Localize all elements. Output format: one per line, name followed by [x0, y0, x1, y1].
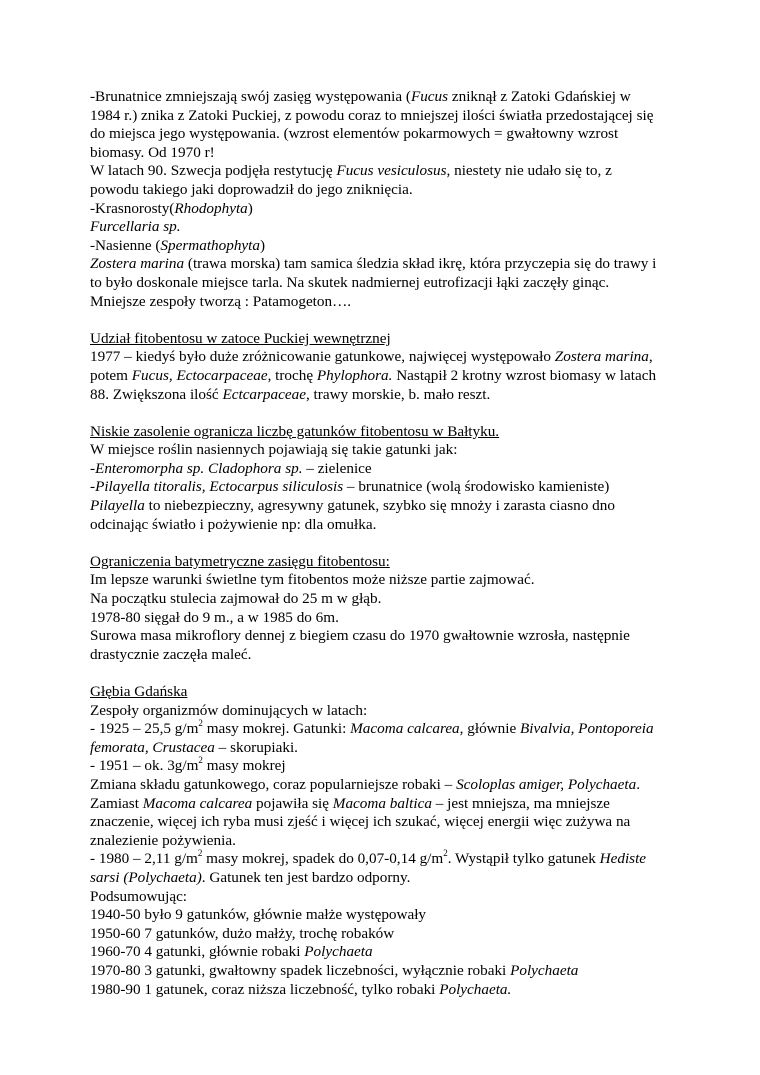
- italic-text: Macoma calcarea: [350, 720, 460, 738]
- italic-text: Macoma baltica: [332, 794, 432, 812]
- text-segment: 1950-60 7 gatunków, dużo małży, trochę robaków: [90, 924, 395, 942]
- text-segment: do miejsca jego występowania. (wzrost elementów pokarmowych = gwałtowny wzrost: [90, 125, 619, 143]
- text-line: [90, 274, 690, 293]
- text-line: [90, 571, 690, 590]
- text-segment: , trochę: [267, 366, 317, 384]
- blank-line: [90, 404, 690, 423]
- text-segment: drastycznie zaczęła maleć.: [90, 645, 252, 663]
- text-segment: – brunatnice (wolą środowisko kamieniste): [343, 478, 610, 496]
- superscript: 2: [198, 755, 203, 766]
- text-line: [90, 776, 690, 795]
- italic-text: Pilayella titoralis, Ectocarpus siliculosis: [95, 478, 344, 496]
- text-segment: Udział fitobentosu w zatoce Puckiej wewnętrznej: [90, 329, 391, 347]
- text-line: [90, 441, 690, 460]
- text-segment: W miejsce roślin nasiennych pojawiają się takie gatunki jak:: [90, 441, 458, 459]
- text-segment: Mniejsze zespoły tworzą : Patamogeton….: [90, 292, 352, 310]
- text-line: [90, 627, 690, 646]
- text-segment: - 1951 – ok. 3g/m: [90, 757, 199, 775]
- text-segment: masy mokrej: [202, 757, 286, 775]
- text-segment: (trawa morska) tam samica śledzia skład ikrę, która przyczepia się do trawy i: [184, 255, 657, 273]
- text-segment: , niestety nie udało się to, z: [446, 162, 612, 180]
- italic-text: Zostera marina: [90, 255, 185, 273]
- section-heading: [90, 423, 690, 442]
- text-segment: . Wystąpił tylko gatunek: [447, 850, 600, 868]
- text-segment: Nastąpił 2 krotny wzrost biomasy w latach: [392, 366, 657, 384]
- text-segment: 1980-90 1 gatunek, coraz niższa liczebność, tylko robaki: [90, 980, 440, 998]
- text-line: [90, 237, 690, 256]
- text-segment: biomasy. Od 1970 r!: [90, 143, 215, 161]
- text-segment: 1977 – kiedyś było duże zróżnicowanie gatunkowe, najwięcej występowało: [90, 348, 555, 366]
- text-segment: ): [259, 236, 266, 254]
- text-segment: Zamiast: [90, 794, 143, 812]
- italic-text: Bivalvia, Pontoporeia: [519, 720, 654, 738]
- text-segment: Surowa masa mikroflory dennej z biegiem czasu do 1970 gwałtownie wzrosła, następnie: [90, 627, 630, 645]
- italic-text: Polychaeta: [510, 961, 579, 979]
- text-segment: Im lepsze warunki świetlne tym fitobentos może niższe partie zajmować.: [90, 571, 535, 589]
- text-line: [90, 757, 690, 776]
- text-segment: to niebezpieczny, agresywny gatunek, szybko się mnoży i zarasta ciasno dno: [144, 497, 615, 515]
- text-segment: -Krasnorosty(: [90, 199, 175, 217]
- blank-line: [90, 664, 690, 683]
- italic-text: Furcellaria sp.: [90, 218, 181, 236]
- text-line: [90, 497, 690, 516]
- text-line: [90, 720, 690, 739]
- text-segment: . Gatunek ten jest bardzo odporny.: [201, 868, 411, 886]
- text-segment: 1984 r.) znika z Zatoki Puckiej, z powodu coraz to mniejszej ilości światła przedostającej się: [90, 106, 654, 124]
- italic-text: Hediste: [599, 850, 647, 868]
- text-line: [90, 516, 690, 535]
- text-segment: Zespoły organizmów dominujących w latach:: [90, 701, 368, 719]
- text-line: [90, 162, 690, 181]
- text-line: [90, 888, 690, 907]
- text-segment: ,: [648, 348, 653, 366]
- text-line: [90, 367, 690, 386]
- text-line: [90, 795, 690, 814]
- text-segment: -: [90, 478, 96, 496]
- italic-text: Pilayella: [90, 497, 145, 515]
- text-segment: Podsumowując:: [90, 887, 188, 905]
- text-line: [90, 832, 690, 851]
- text-segment: zniknął z Zatoki Gdańskiej w: [448, 88, 631, 105]
- italic-text: Rhodophyta: [174, 199, 248, 217]
- text-segment: masy mokrej. Gatunki:: [202, 720, 351, 738]
- text-segment: Niskie zasolenie ogranicza liczbę gatunków fitobentosu w Bałtyku.: [90, 422, 500, 440]
- italic-text: Fucus: [410, 88, 449, 105]
- text-segment: Na początku stulecia zajmował do 25 m w głąb.: [90, 590, 382, 608]
- text-segment: powodu takiego jaki doprowadził do jego zniknięcia.: [90, 180, 413, 198]
- text-line: [90, 107, 690, 126]
- text-line: [90, 348, 690, 367]
- text-segment: .: [636, 775, 640, 793]
- italic-text: Macoma calcarea: [142, 794, 253, 812]
- text-segment: – skorupiaki.: [214, 738, 298, 756]
- text-line: [90, 293, 690, 312]
- text-line: [90, 88, 690, 107]
- text-segment: W latach 90. Szwecja podjęła restytucję: [90, 162, 337, 180]
- italic-text: Fucus, Ectocarpaceae: [131, 366, 268, 384]
- text-line: [90, 125, 690, 144]
- text-segment: 1940-50 było 9 gatunków, głównie małże występowały: [90, 906, 427, 924]
- text-segment: , głównie: [459, 720, 520, 738]
- text-line: [90, 460, 690, 479]
- text-segment: 1978-80 sięgał do 9 m., a w 1985 do 6m.: [90, 608, 339, 626]
- text-segment: -: [90, 459, 96, 477]
- italic-text: Spermathophyta: [160, 236, 260, 254]
- italic-text: Enteromorpha sp. Cladophora sp.: [95, 459, 303, 477]
- text-line: [90, 646, 690, 665]
- text-line: [90, 702, 690, 721]
- italic-text: Phylophora.: [316, 366, 393, 384]
- italic-text: sarsi (Polychaeta): [90, 868, 202, 886]
- text-segment: 88. Zwiększona ilość: [90, 385, 223, 403]
- text-segment: -Nasienne (: [90, 236, 161, 254]
- text-line: [90, 981, 690, 1000]
- text-line: [90, 218, 690, 237]
- text-segment: – jest mniejsza, ma mniejsze: [431, 794, 610, 812]
- text-segment: -Brunatnice zmniejszają swój zasięg występowania (: [90, 88, 411, 105]
- text-line: [90, 200, 690, 219]
- text-segment: potem: [90, 366, 132, 384]
- text-line: [90, 609, 690, 628]
- text-segment: Głębia Gdańska: [90, 683, 188, 700]
- blank-line: [90, 311, 690, 330]
- text-segment: , trawy morskie, b. mało reszt.: [305, 385, 491, 403]
- text-segment: – zielenice: [302, 459, 372, 477]
- text-line: [90, 144, 690, 163]
- text-line: [90, 869, 690, 888]
- italic-text: Zostera marina: [554, 348, 649, 366]
- text-segment: pojawiła się: [252, 794, 333, 812]
- text-segment: Zmiana składu gatunkowego, coraz popularniejsze robaki –: [90, 775, 457, 793]
- text-line: [90, 813, 690, 832]
- text-line: [90, 943, 690, 962]
- text-line: [90, 255, 690, 274]
- text-line: [90, 962, 690, 981]
- text-segment: - 1925 – 25,5 g/m: [90, 720, 199, 738]
- italic-text: Ectcarpaceae: [222, 385, 306, 403]
- italic-text: Scoloplas amiger, Polychaeta: [456, 775, 637, 793]
- text-segment: masy mokrej, spadek do 0,07-0,14 g/m: [202, 850, 444, 868]
- italic-text: Polychaeta: [304, 943, 373, 961]
- text-line: [90, 181, 690, 200]
- text-line: [90, 925, 690, 944]
- text-segment: 1960-70 4 gatunki, głównie robaki: [90, 943, 305, 961]
- section-heading: [90, 683, 690, 702]
- italic-text: femorata, Crustacea: [90, 738, 215, 756]
- text-segment: - 1980 – 2,11 g/m: [90, 850, 198, 868]
- document-page: [90, 88, 690, 999]
- text-line: [90, 386, 690, 405]
- text-line: [90, 590, 690, 609]
- text-line: [90, 850, 690, 869]
- text-segment: to było doskonale miejsce tarla. Na skutek nadmiernej eutrofizacji łąki zaczęły ginąc.: [90, 273, 610, 291]
- text-line: [90, 739, 690, 758]
- text-segment: ): [247, 199, 253, 217]
- superscript: 2: [198, 718, 203, 729]
- text-line: [90, 478, 690, 497]
- text-segment: znaczenie, więcej ich ryba musi zjeść i więcej ich szukać, więcej energii więc zużywa na: [90, 813, 631, 831]
- italic-text: Polychaeta.: [439, 980, 512, 998]
- section-heading: [90, 553, 690, 572]
- text-segment: znalezienie pożywienia.: [90, 831, 236, 849]
- blank-line: [90, 534, 690, 553]
- text-segment: 1970-80 3 gatunki, gwałtowny spadek liczebności, wyłącznie robaki: [90, 961, 511, 979]
- text-segment: odcinając światło i pożywienie np: dla omułka.: [90, 515, 377, 533]
- text-segment: Ograniczenia batymetryczne zasięgu fitobentosu:: [90, 552, 390, 570]
- italic-text: Fucus vesiculosus: [336, 162, 447, 180]
- text-line: [90, 906, 690, 925]
- superscript: 2: [443, 848, 448, 859]
- section-heading: [90, 330, 690, 349]
- superscript: 2: [197, 848, 203, 859]
